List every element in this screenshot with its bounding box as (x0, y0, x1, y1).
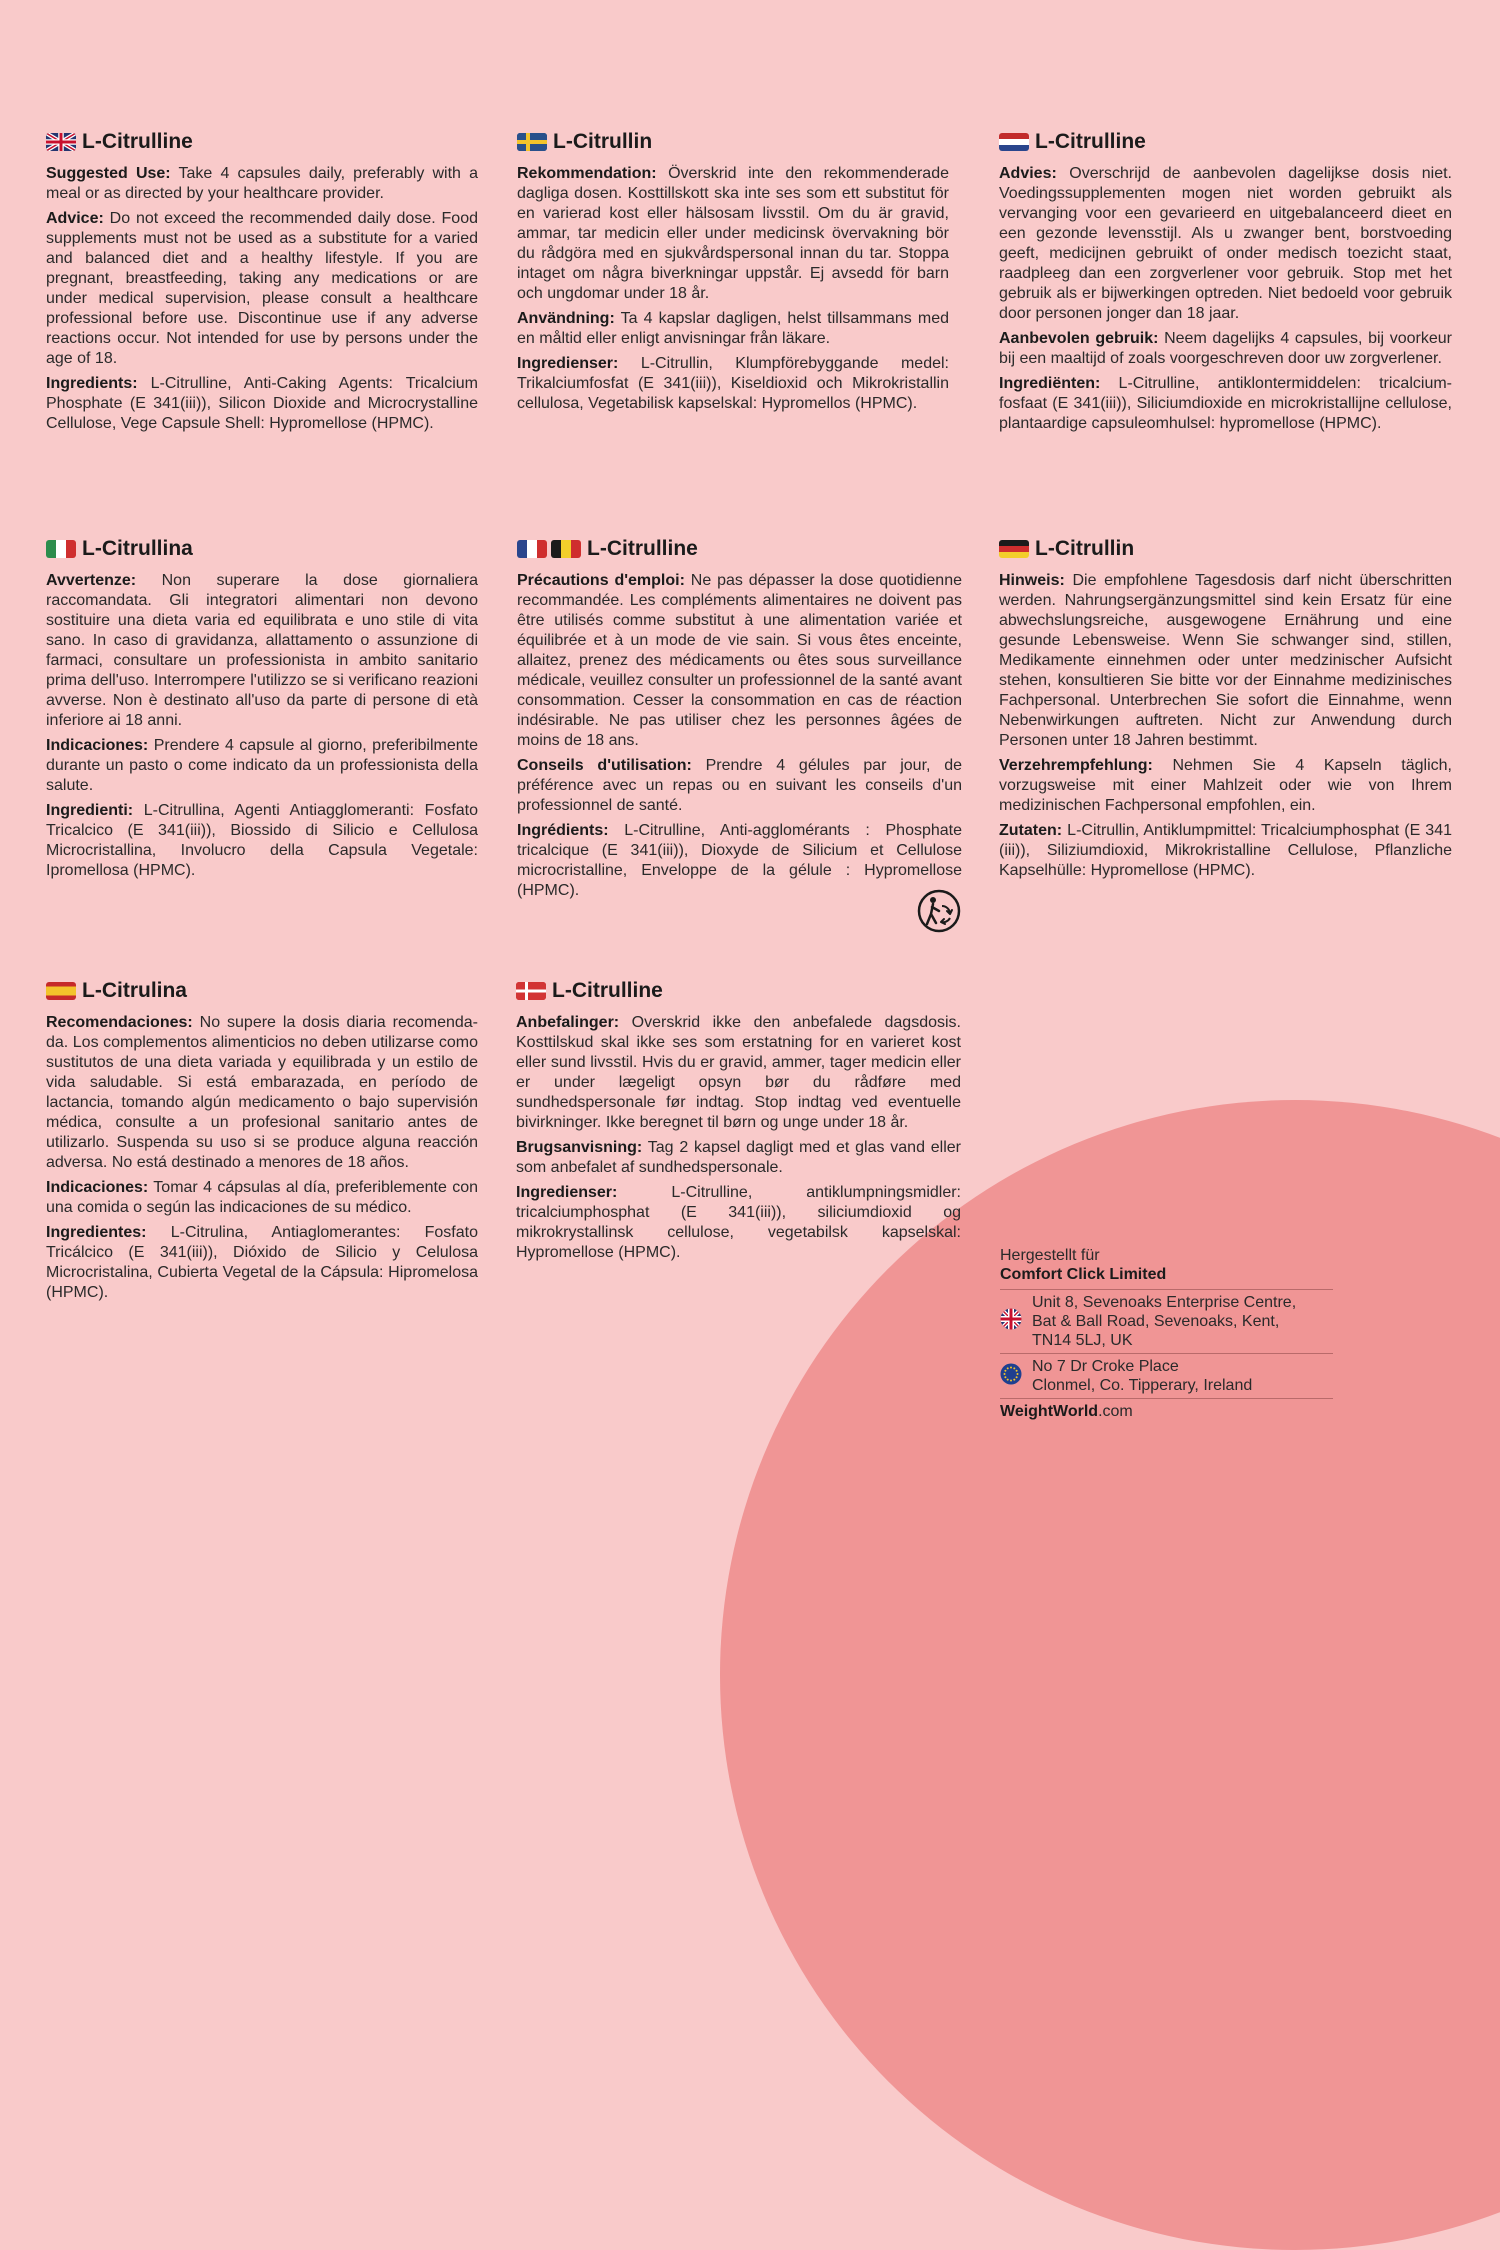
france-flag-icon (517, 540, 547, 558)
uk-flag-icon (1000, 1308, 1022, 1335)
section-fr (517, 537, 962, 906)
paragraph: Verzehrempfehlung: Nehmen Sie 4 Kapseln täglich, vorzugsweise mit einer Mahlzeit oder wie von Ihrem medizinischen Fachpersonal empfohlen, ein. (999, 757, 1452, 814)
paragraph: Ingrediënten: L-Citrulline, antiklontermiddelen: tricalcium-fosfaat (E 341(iii)), Siliciumdioxide en microkristallijne cellulose, plantaardige capsuleomhulsel: hypromellose (HPMC). (999, 375, 1452, 432)
section-title: L-Citrulina (82, 979, 187, 1002)
website-brand: WeightWorld.com (1000, 1398, 1333, 1421)
paragraph: Användning: Ta 4 kapslar dagligen, helst tillsammans med en måltid eller enligt anvisningar från läkare. (517, 310, 949, 347)
section-heading (517, 537, 962, 561)
paragraph: Rekommendation: Överskrid inte den rekommenderade dagliga dosen. Kosttillskott ska inte ses som ett substitut för en varierad kost eller hälsosam livsstil. Om du är gravid, ammar, tar medicin eller under medicinsk övervakning bör du rådgöra med en sjukvårdspersonal innan du tar. Stoppa intaget om några biverkningar uppstår. Ej avsedd för barn och ungdomar under 18 år. (517, 165, 949, 302)
section-title: L-Citrullin (553, 130, 653, 153)
section-heading (46, 130, 478, 154)
company-name: Comfort Click Limited (1000, 1266, 1167, 1283)
paragraph: Conseils d'utilisation: Prendre 4 gélules par jour, de préférence avec un repas ou en suivant les conseils d'un professionnel de santé. (517, 757, 963, 814)
paragraph: Indicaciones: Prendere 4 capsule al giorno, preferibilmente durante un pasto o come indicato da un professionista della salute. (46, 737, 478, 794)
paragraph: Ingredienser: L-Citrullin, Klumpförebyggande medel: Trikalciumfosfat (E 341(iii)), Kiseldioxid och Mikrokristallin cellulosa, Vegetabilisk kapselskal: Hypromellos (HPMC). (517, 355, 949, 412)
address-line: Clonmel, Co. Tipperary, Ireland (1032, 1377, 1253, 1394)
paragraph: Suggested Use: Take 4 capsules daily, preferably with a meal or as directed by your healthcare provider. (46, 165, 478, 202)
section-sv (517, 130, 949, 419)
section-heading (516, 979, 961, 1003)
address-line: Bat & Ball Road, Sevenoaks, Kent, (1032, 1313, 1280, 1330)
section-title: L-Citrullina (82, 537, 193, 560)
uk-flag-icon (46, 133, 76, 151)
paragraph: Ingredientes: L-Citrulina, Antiaglomerantes: Fosfato Tricálcico (E 341(iii)), Dióxido de Silicio y Celulosa Microcristalina, Cubierta Vegetal de la Cápsula: Hipromelosa (HPMC). (46, 1224, 478, 1301)
paragraph: Précautions d'emploi: Ne pas dépasser la dose quotidienne recommandée. Les compléments alimentaires ne doivent pas être utilisés comme substitut à une alimentation variée et équilibrée et à un mode de vie sain. Si vous êtes enceinte, allaitez, prenez des médicaments ou êtes sous surveillance médicale, veuillez consulter un professionnel de la santé avant consommation. Cesser la consommation en cas de réaction indésirable. Ne pas utiliser chez les personnes âgées de moins de 18 ans. (517, 572, 963, 749)
spain-flag-icon (46, 982, 76, 1000)
address-line: TN14 5LJ, UK (1032, 1332, 1133, 1349)
eu-address (1000, 1353, 1333, 1398)
paragraph: Brugsanvisning: Tag 2 kapsel dagligt med et glas vand eller som anbefalet af sundhedspersonale. (516, 1139, 961, 1176)
paragraph: Ingredienser: L-Citrulline, antiklumpningsmidler: tricalciumphosphat (E 341(iii)), siliciumdioxid og mikrokrystallinsk cellulose, vegetabilsk kapselskal: Hypromellose (HPMC). (516, 1184, 961, 1261)
paragraph: Advies: Overschrijd de aanbevolen dagelijkse dosis niet. Voedingssupplementen mogen niet worden gebruikt als vervanging voor een gevarieerd en uitgebalanceerd dieet en een gezonde levensstijl. Als u zwanger bent, borstvoeding geeft, medicijnen gebruikt of onder medisch toezicht staat, raadpleeg dan een zorgverlener voor gebruik. Stop met het gebruik als er bijwerkingen optreden. Niet bedoeld voor gebruik door personen jonger dan 18 jaar. (999, 165, 1452, 322)
manufacturer-info (1000, 1246, 1333, 1421)
section-de (999, 537, 1452, 886)
section-title: L-Citrulline (1035, 130, 1146, 153)
section-heading (46, 537, 478, 561)
triman-recycle-icon (916, 888, 962, 939)
address-line: No 7 Dr Croke Place (1032, 1358, 1179, 1375)
netherlands-flag-icon (999, 133, 1029, 151)
paragraph: Anbefalinger: Overskrid ikke den anbefalede dagsdosis. Kosttilskud skal ikke ses som erstatning for en varieret kost eller sund livsstil. Hvis du er gravid, ammer, tager medicin eller er under lægeligt opsyn bør du rådføre med sundhedspersonale før indtag. Stop indtag ved eventuelle bivirkninger. Ikke beregnet til børn og unge under 18 år. (516, 1014, 961, 1131)
section-heading (517, 130, 949, 154)
paragraph: Avvertenze: Non superare la dose giornaliera raccomandata. Gli integratori alimentari non devono sostituire una dieta varia ed equilibrata e uno stile di vita sano. In caso di gravidanza, allattamento o assunzione di farmaci, consultare un professionista in ambito sanitario prima dell'uso. Interrompere l'utilizzo se si verificano reazioni avverse. Non è destinato all'uso da parte di persone di età inferiore ai 18 anni. (46, 572, 478, 729)
paragraph: Aanbevolen gebruik: Neem dagelijks 4 capsules, bij voorkeur bij een maaltijd of zoals voorgeschreven door uw zorgverlener. (999, 330, 1453, 367)
paragraph: Ingredients: L-Citrulline, Anti-Caking Agents: Tricalcium Phosphate (E 341(iii)), Silicon Dioxide and Microcrystalline Cellulose, Vege Capsule Shell: Hypromellose (HPMC). (46, 375, 478, 432)
section-title: L-Citrulline (552, 979, 663, 1002)
section-nl (999, 130, 1452, 439)
section-title: L-Citrulline (587, 537, 698, 560)
section-title: L-Citrulline (82, 130, 193, 153)
section-heading (999, 130, 1452, 154)
paragraph: Hinweis: Die empfohlene Tagesdosis darf nicht überschritten werden. Nahrungsergänzungsmittel sind kein Ersatz für eine abwechslungsreiche, ausgewogene Ernährung und eine gesunde Lebensweise. Wenn Sie schwanger sind, stillen, Medikamente einnehmen oder unter medzinischer Aufsicht stehen, konsultieren Sie bitte vor der Einnahme medizinisches Fachpersonal. Unterbrechen Sie sofort die Einnahme, wenn Nebenwirkungen auftreten. Nicht zur Anwendung durch Personen unter 18 Jahren bestimmt. (999, 572, 1452, 749)
section-en (46, 130, 478, 439)
section-heading (999, 537, 1452, 561)
section-title: L-Citrullin (1035, 537, 1135, 560)
section-it (46, 537, 478, 886)
section-es (46, 979, 478, 1308)
paragraph: Ingredienti: L-Citrullina, Agenti Antiagglomeranti: Fosfato Tricalcico (E 341(iii)), Biossido di Silicio e Cellulosa Microcristallina, Involucro della Capsula Vegetale: Ipromellosa (HPMC). (46, 802, 478, 879)
paragraph: Ingrédients: L-Citrulline, Anti-agglomérants : Phosphate tricalcique (E 341(iii)), Dioxyde de Silicium et Cellulose microcristalline, Enveloppe de la gélule : Hypromellose (HPMC). (517, 822, 962, 899)
uk-address (1000, 1289, 1333, 1353)
belgium-flag-icon (551, 540, 581, 558)
paragraph: Zutaten: L-Citrullin, Antiklumpmittel: Tricalciumphosphat (E 341 (iii)), Siliziumdioxid, Mikrokristalline Cellulose, Pflanzliche Kapselhülle: Hypromellose (HPMC). (999, 822, 1452, 879)
paragraph: Indicaciones: Tomar 4 cápsulas al día, preferiblemente con una comida o según las indicaciones de su médico. (46, 1179, 478, 1216)
denmark-flag-icon (516, 982, 546, 1000)
section-da (516, 979, 961, 1268)
germany-flag-icon (999, 540, 1029, 558)
section-heading (46, 979, 478, 1003)
address-line: Unit 8, Sevenoaks Enterprise Centre, (1032, 1294, 1297, 1311)
paragraph: Recomendaciones: No supere la dosis diaria recomenda-da. Los complementos alimenticios no deben utilizarse como sustitutos de una dieta variada y equilibrada y un estilo de vida saludable. Si está embarazada, en período de lactancia, tomando algún medicamento o bajo supervisión médica, consulte a un profesional sanitario antes de utilizarlo. Suspenda su uso si se produce alguna reacción adversa. No está destinado a menores de 18 años. (46, 1014, 478, 1171)
italy-flag-icon (46, 540, 76, 558)
eu-flag-icon (1000, 1363, 1022, 1390)
manufactured-for-label: Hergestellt für (1000, 1247, 1100, 1264)
paragraph: Advice: Do not exceed the recommended daily dose. Food supplements must not be used as a substitute for a varied and balanced diet and a healthy lifestyle. If you are pregnant, breastfeeding, taking any medications or are under medical supervision, please consult a healthcare professional before use. Discontinue use if any adverse reactions occur. Not intended for use by persons under the age of 18. (46, 210, 478, 367)
sweden-flag-icon (517, 133, 547, 151)
